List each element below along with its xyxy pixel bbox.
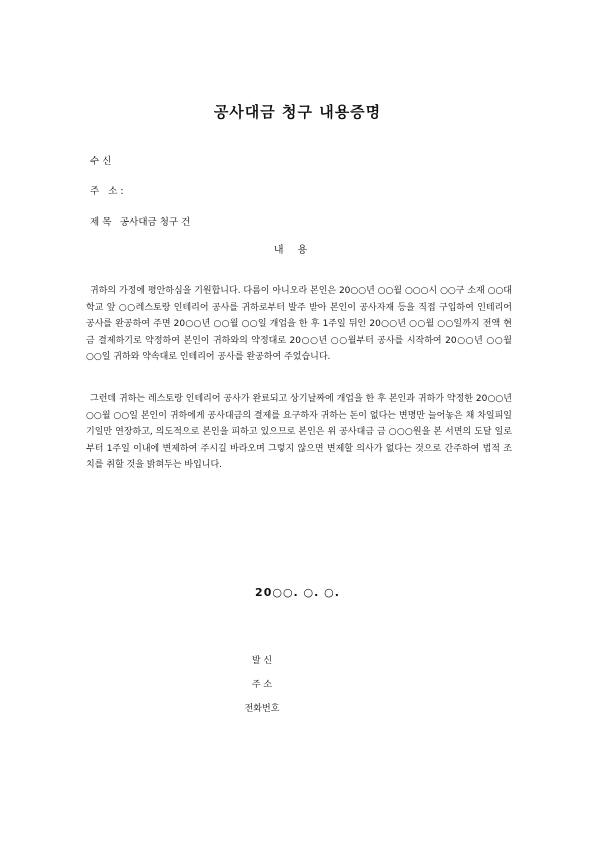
sender-phone-label: 전화번호: [244, 704, 280, 714]
sender-label: 발 신: [251, 656, 273, 666]
sender-address-label: 주 소: [251, 680, 273, 690]
subject-label: 제 목: [90, 217, 112, 228]
subject-value: 공사대금 청구 건: [120, 217, 191, 228]
body-paragraph-2: 그런데 귀하는 레스토랑 인테리어 공사가 완료되고 상기날짜에 개업을 한 후 본인과 귀하가 약정한 20○○년 ○○월 ○○일 본인이 귀하에게 공사대금의 결제를 요구하자 귀하는 돈이 없다는 변명만 늘어놓은 채 차일피일 기일만 연장하고, 의도적으로 본인을 피하고 있으므로 본인은 위 공사대금 금 ○○○원을 본 서면의 도달 일로부터 1주일 이내에 변제하여 주시길 바라오며 그렇지 않으면 변제할 의사가 없다는 것으로 간주하여 법적 조치를 취할 것을 밝혀두는 바입니다.: [86, 394, 512, 470]
document-date: 20○○. ○. ○.: [255, 586, 340, 599]
address-label: 주 소 :: [90, 186, 124, 197]
document-title: 공사대금 청구 내용증명: [213, 103, 382, 121]
content-heading: 내용: [273, 245, 322, 256]
body-paragraph-1: 귀하의 가정에 평안하심을 기원합니다. 다름이 아니오라 본인은 20○○년 ○○월 ○○○시 ○○구 소재 ○○대학교 앞 ○○레스토랑 인테리어 공사를 귀하로부터 발주 받아 본인이 공사자재 등을 직접 구입하여 인테리어공사를 완공하여 주면 20○○년 ○○월 ○○일 개업을 한 후 1주일 뒤인 20○○년 ○○월 ○○일까지 전액 현금 결제하기로 약정하여 본인이 귀하와의 약정대로 20○○년 ○○월부터 공사를 시작하여 20○○년 ○○월 ○○일 귀하와 약속대로 인테리어 공사를 완공하여 주었습니다.: [86, 286, 512, 362]
recipient-label: 수 신: [90, 156, 112, 167]
